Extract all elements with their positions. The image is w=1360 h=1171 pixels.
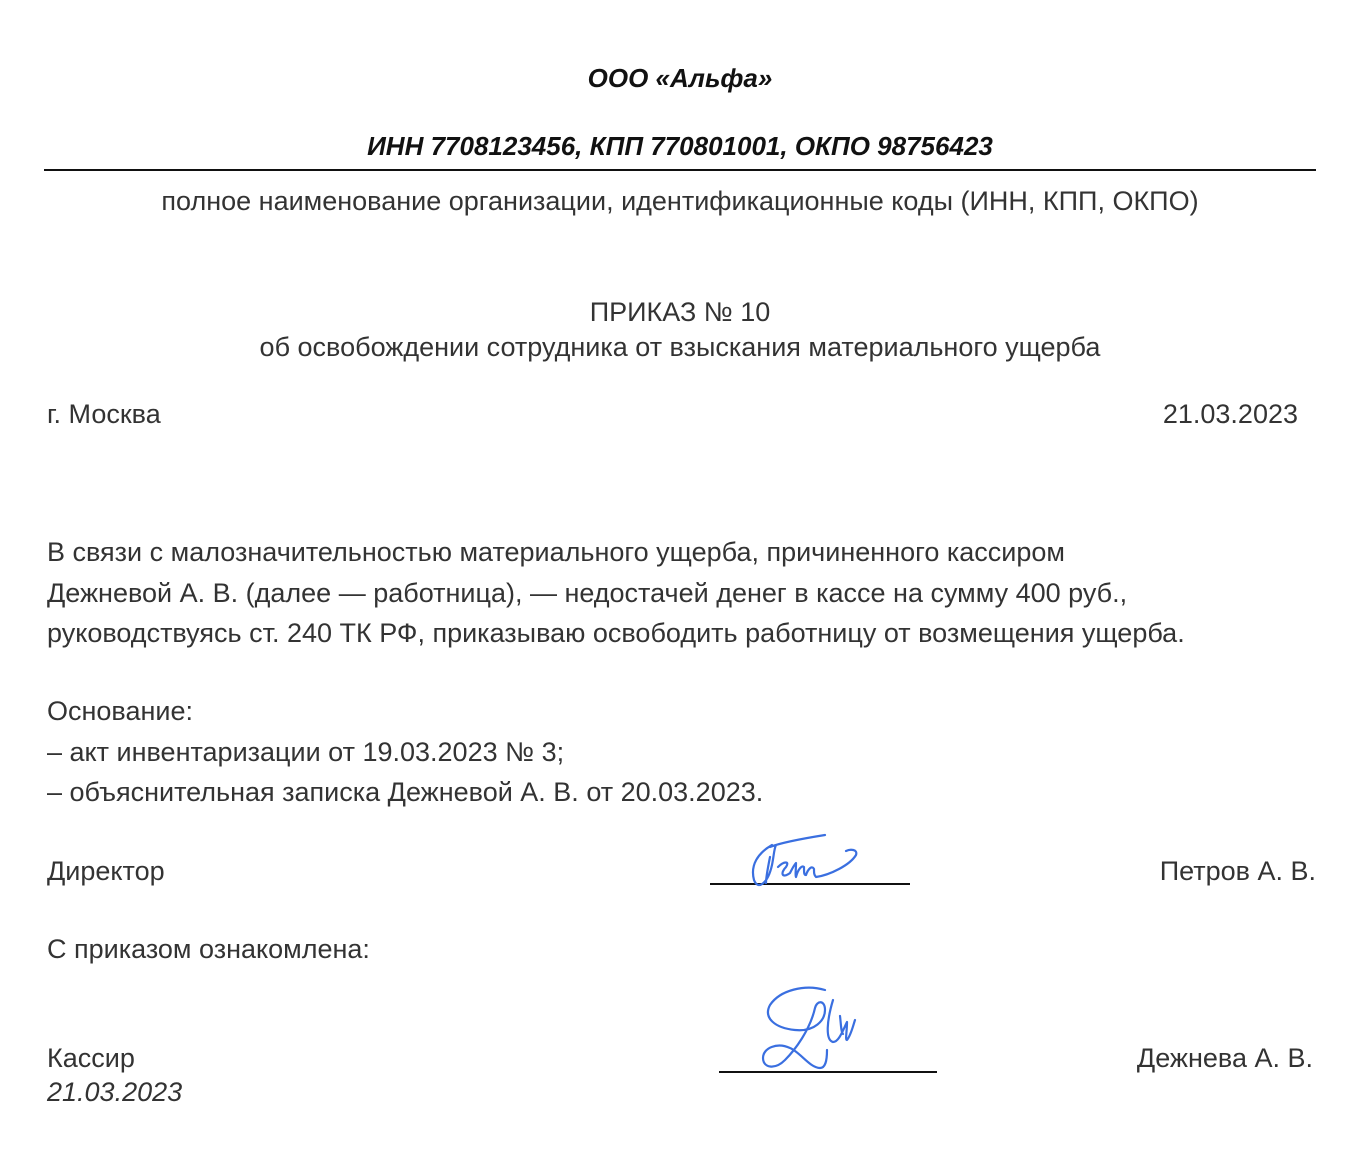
order-subject: об освобождении сотрудника от взыскания материального ущерба [259,332,1101,362]
basis-label: Основание: [47,696,193,726]
org-name: ООО «Альфа» [587,63,773,93]
employee-name: Дежнева А. В. [1136,1043,1313,1073]
employee-signature [755,980,895,1080]
body-line: Дежневой А. В. (далее — работница), — недостачей денег в кассе на сумму 400 руб., [47,577,1128,608]
director-name: Петров А. В. [1159,856,1316,886]
place: г. Москва [47,399,161,429]
order-title: ПРИКАЗ № 10 [589,297,771,327]
basis [47,691,763,813]
acknowledged-label: С приказом ознакомлена: [47,934,370,964]
director-signature [740,825,870,890]
order-body [47,532,1185,654]
basis-item: – объяснительная записка Дежневой А. В. от 20.03.2023. [47,777,764,807]
employee-position: Кассир [47,1043,135,1073]
order-date: 21.03.2023 [1162,399,1298,429]
employee-date: 21.03.2023 [47,1077,183,1107]
director-position: Директор [47,856,165,886]
header-divider [44,169,1316,171]
basis-item: – акт инвентаризации от 19.03.2023 № 3; [47,736,565,767]
body-line: руководствуясь ст. 240 ТК РФ, приказываю освободить работницу от возмещения ущерба. [47,618,1185,648]
body-line: В связи с малозначительностью материального ущерба, причиненного кассиром [47,537,1065,567]
header-caption: полное наименование организации, идентификационные коды (ИНН, КПП, ОКПО) [161,186,1199,216]
org-codes: ИНН 7708123456, КПП 770801001, ОКПО 98756423 [367,131,993,161]
